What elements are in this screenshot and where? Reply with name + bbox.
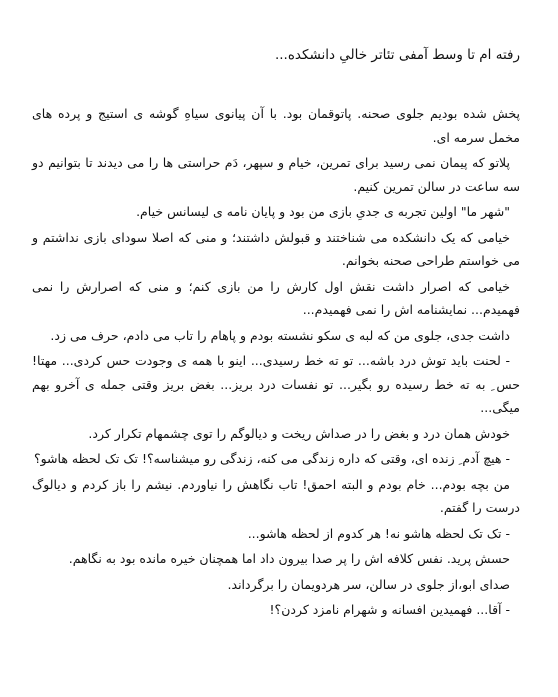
paragraph: خیامی که یک دانشکده می شناختند و قبولش داشتند؛ و منی که اصلا سودای بازی نداشتم و می خواستم طراحی صحنه بخوانم.: [32, 229, 520, 268]
paragraph: صدای ابو،از جلوی در سالن، سر هردویمان را برگرداند.: [227, 576, 510, 592]
story-body: [32, 102, 520, 622]
opening-line: رفته ام تا وسط آمفی تئاتر خالیِ دانشکده...: [274, 47, 520, 63]
paragraph: خیامی که اصرار داشت نقش اول کارش را من بازی کنم؛ و منی که اصرارش را نمی فهمیدم... نمایشنامه اش را نمی فهمیدم...: [32, 278, 520, 317]
dialogue-line: - لحنت باید توش درد باشه... تو ته خط رسیدی... اینو با همه ی وجودت حس کردی... مهتا! حس ِ به ته خط رسیده رو بگیر... تو نفسات درد بریز... بغض بریز وقتی جمله ی آخرو بهم میگی...: [32, 353, 520, 415]
dialogue-line: - هیچ آدم ِ زنده ای، وقتی که داره زندگی می کنه، زندگی رو میشناسه؟! تک تک لحظه هاشو؟: [33, 451, 510, 466]
paragraph: پلاتو که پیمان نمی رسید برای تمرین، خیام و سپهر، دَم حراستی ها را می دیدند تا بتوانیم دو سه ساعت در سالن تمرین کنیم.: [32, 155, 520, 194]
dialogue-line: - تک تک لحظه هاشو نه! هر کدوم از لحظه هاشو...: [247, 525, 510, 541]
paragraph: خودش همان درد و بغض را در صداش ریخت و دیالوگم را توی چشمهام تکرار کرد.: [88, 425, 510, 441]
paragraph: پخش شده بودیم جلوی صحنه. پاتوقمان بود. با آن پیانوی سیاهِ گوشه ی استیج و پرده های مخمل سرمه ای.: [32, 106, 520, 145]
paragraph: حسش پرید. نفس کلافه اش را پر صدا بیرون داد اما همچنان خیره مانده بود به نگاهم.: [68, 551, 510, 566]
paragraph: "شهر ما" اولین تجربه ی جدیِ بازی من بود و پایان نامه ی لیسانس خیام.: [136, 204, 510, 219]
paragraph: داشت جدی، جلوی من که لبه ی سکو نشسته بودم و پاهام را تاب می دادم، حرف می زد.: [50, 327, 510, 343]
dialogue-line: - آقا... فهمیدین افسانه و شهرام نامزد کردن؟!: [269, 602, 510, 617]
paragraph: من بچه بودم... خام بودم و البته احمق! تاب نگاهش را نیاوردم. نیشم را باز کردم و دیالوگ درست را گفتم.: [32, 476, 520, 515]
